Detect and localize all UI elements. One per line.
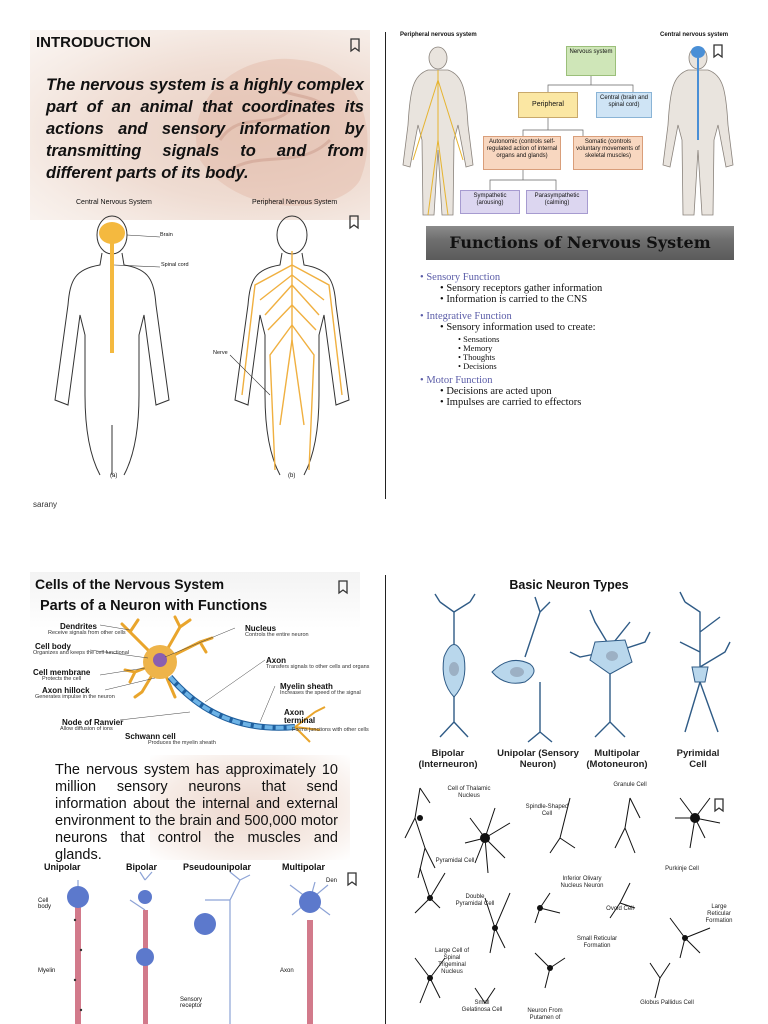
pns-chart-title: Peripheral nervous system [400,32,477,38]
bipolar-title: Bipolar [126,862,158,872]
axon-hillock-label: Axon hillock [42,686,90,695]
column-divider [385,32,386,499]
unipolar-title: Unipolar [44,862,81,872]
integrative-sub-1: • Sensations [458,334,500,344]
schwann-cell-label: Schwann cell [125,732,176,741]
multipolar-title: Multipolar [282,862,325,872]
sensory-function-heading: • Sensory Function [420,272,501,283]
cns-chart-title: Central nervous system [660,32,729,38]
dendrites-desc: Receive signals from other cells [48,630,126,636]
parasympathetic-box: Parasympathetic (calming) [526,190,588,214]
integrative-sub-2: • Memory [458,343,493,353]
schwann-cell-desc: Produces the myelin sheath [148,740,216,746]
bookmark-icon[interactable] [349,215,359,229]
cns-title: Central Nervous System [76,199,152,206]
inferior-olivary-label: Inferior Olivary Nucleus Neuron [560,876,604,889]
intro-paragraph: The nervous system is a highly complex part of an animal that coordinates its actions and sensory information by transmitting signals to and from different parts of its body. [46,76,364,182]
granule-cell-label: Granule Cell [613,782,647,788]
neuron-parts-panel [30,572,370,762]
small-reticular-label: Small Reticular Formation [576,936,618,949]
sensory-item-2: • Information is carried to the CNS [440,294,588,305]
motor-item-1: • Decisions are acted upon [440,386,552,397]
pyramidal-cell-label: Pyramidal Cell [435,858,475,864]
cells-title: Cells of the Nervous System [35,576,225,592]
cell-body-label: Cell body [35,642,72,651]
neuron-parts-subtitle: Parts of a Neuron with Functions [40,598,268,614]
integrative-function-heading: • Integrative Function [420,311,512,322]
functions-banner [426,226,734,260]
cns-pns-figure [30,195,370,485]
basic-neuron-types-panel [400,572,738,772]
cell-membrane-desc: Protects the cell [42,676,82,682]
pns-title: Peripheral Nervous System [252,199,338,206]
node-ranvier-label: Node of Ranvier [62,718,124,727]
neuron-gallery-drawing [400,778,738,1024]
myelin-sheath-label: Myelin sheath [280,682,333,691]
fig-b-label: (b) [288,473,296,479]
purkinje-cell-label: Purkinje Cell [665,866,699,872]
pseudounipolar-title: Pseudounipolar [183,862,252,872]
neuron-types-diagram [30,860,360,1024]
large-reticular-label: Large Reticular Formation [705,904,733,924]
basic-title: Basic Neuron Types [509,578,629,592]
dendrites-label: Dendrites [60,622,97,631]
motor-item-2: • Impulses are carried to effectors [440,397,582,408]
node-ranvier-desc: Allow diffusion of ions [60,726,113,732]
axon-terminal-label: Axon terminal [284,708,316,725]
axon-hillock-desc: Generates impulse in the neuron [35,694,115,700]
bookmark-icon[interactable] [338,580,348,594]
axon-label: Axon [266,656,286,665]
axon-desc: Transfers signals to other cells and organs [266,664,370,670]
body-outlines [30,195,370,485]
pyrimidal-cell-label: Pyrimidal Cell [676,748,720,770]
neuron-gallery-panel [400,778,738,1024]
intro-panel [30,30,370,220]
bookmark-icon[interactable] [347,872,357,886]
spinal-cord-label: Spinal cord [161,262,189,268]
integrative-sub-3: • Thoughts [458,352,496,362]
integrative-sub-4: • Decisions [458,361,497,371]
myelin-small-label: Myelin [38,968,56,974]
caption-text: sarany [33,500,58,509]
bookmark-icon[interactable] [713,44,723,58]
spindle-shaped-label: Spindle-Shaped Cell [525,804,569,817]
spinal-trigeminal-label: Large Cell of Spinal Trigeminal Nucleus [434,948,470,975]
den-label: Den [326,878,338,884]
multipolar-motoneuron-label: Multipolar (Motoneuron) [586,748,648,770]
axon-terminal-desc: Forms junctions with other cells [292,727,369,733]
nucleus-label: Nucleus [245,624,277,633]
motor-function-heading: • Motor Function [420,375,493,386]
nerve-label: Nerve [213,350,228,356]
ovoid-cell-label: Ovoid Cell [606,906,634,912]
cell-body-small-label: Cell body [38,898,52,910]
brain-label: Brain [160,232,173,238]
small-gelatinosa-label: Small Gelatinosa Cell [461,1000,503,1013]
thalamic-nucleus-label: Cell of Thalamic Nucleus [447,786,491,799]
nucleus-desc: Controls the entire neuron [245,632,309,638]
functions-title: Functions of Nervous System [449,233,711,252]
sensory-receptor-label: Sensory receptor [180,997,203,1009]
myelin-sheath-desc: Increases the speed of the signal [280,690,361,696]
bookmark-icon[interactable] [714,798,724,812]
nervous-system-box: Nervous system [566,46,616,76]
integrative-item: • Sensory information used to create: [440,322,596,333]
autonomic-box: Autonomic (controls self-regulated action of internal organs and glands) [483,136,561,170]
neurons-paragraph: The nervous system has approximately 10 million sensory neurons that send information about the internal and external environment to the brain and 500,000 motor neurons that control the muscles and glands. [55,762,338,863]
column-divider-2 [385,575,386,1024]
peripheral-box: Peripheral [518,92,578,118]
unipolar-sensory-label: Unipolar (Sensory Neuron) [497,748,579,770]
putamen-neuron-label: Neuron From Putamen of [527,1008,563,1021]
globus-pallidus-label: Globus Pallidus Cell [640,1000,694,1006]
intro-heading: INTRODUCTION [36,34,151,51]
nervous-system-chart [398,30,738,222]
sensory-item-1: • Sensory receptors gather information [440,283,603,294]
double-pyramidal-label: Double Pyramidal Cell [455,894,495,907]
fig-a-label: (a) [110,473,118,479]
bookmark-icon[interactable] [350,38,360,52]
central-box: Central (brain and spinal cord) [596,92,652,118]
basic-neurons-drawing [400,572,738,772]
cell-body-desc: Organizes and keeps the cell functional [33,650,130,656]
sympathetic-box: Sympathetic (arousing) [460,190,520,214]
cell-membrane-label: Cell membrane [33,668,91,677]
bipolar-interneuron-label: Bipolar (Interneuron) [418,748,478,770]
axon-small-label: Axon [280,968,294,974]
somatic-box: Somatic (controls voluntary movements of skeletal muscles) [573,136,643,170]
